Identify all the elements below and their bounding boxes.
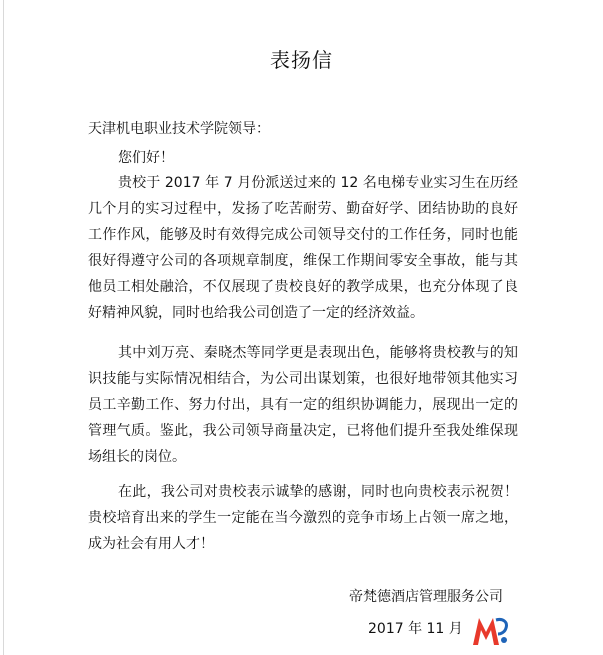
- greeting: 您们好！: [118, 150, 174, 166]
- letter-title: 表扬信: [270, 48, 333, 72]
- salutation: 天津机电职业技术学院领导：: [88, 121, 270, 137]
- letter-date: 2017 年 11 月: [368, 621, 463, 637]
- body-paragraph-2: 其中刘万亮、秦晓杰等同学更是表现出色，能够将贵校教与的知识技能与实际情况相结合，为公司出谋划策，也很好地带领其他实习员工辛勤工作、努力付出，具有一定的组织协调能力，展现出一定的管理气质。鉴此，我公司领导商量决定，已将他们提升至我处维保现场组长的岗位。: [88, 345, 518, 465]
- body-paragraph-1: 贵校于 2017 年 7 月份派送过来的 12 名电梯专业实习生在历经几个月的实习过程中，发扬了吃苦耐劳、勤奋好学、团结协助的良好工作作风，能够及时有效得完成公司领导交付的工作任务，同时也能很好得遵守公司的各项规章制度，维保工作期间零安全事故，能与其他员工相处融洽，不仅展现了贵校良好的教学成果，也充分体现了良好精神风貌，同时也给我公司创造了一定的经济效益。: [88, 175, 518, 321]
- signer-company: 帝梵德酒店管理服务公司: [349, 589, 503, 605]
- body-paragraph-3: 在此，我公司对贵校表示诚挚的感谢，同时也向贵校表示祝贺！贵校培育出来的学生一定能在当今激烈的竞争市场上占领一席之地，成为社会有用人才！: [88, 484, 518, 552]
- watermark-logo-icon: [470, 612, 510, 648]
- page-edge-rule: [3, 0, 4, 655]
